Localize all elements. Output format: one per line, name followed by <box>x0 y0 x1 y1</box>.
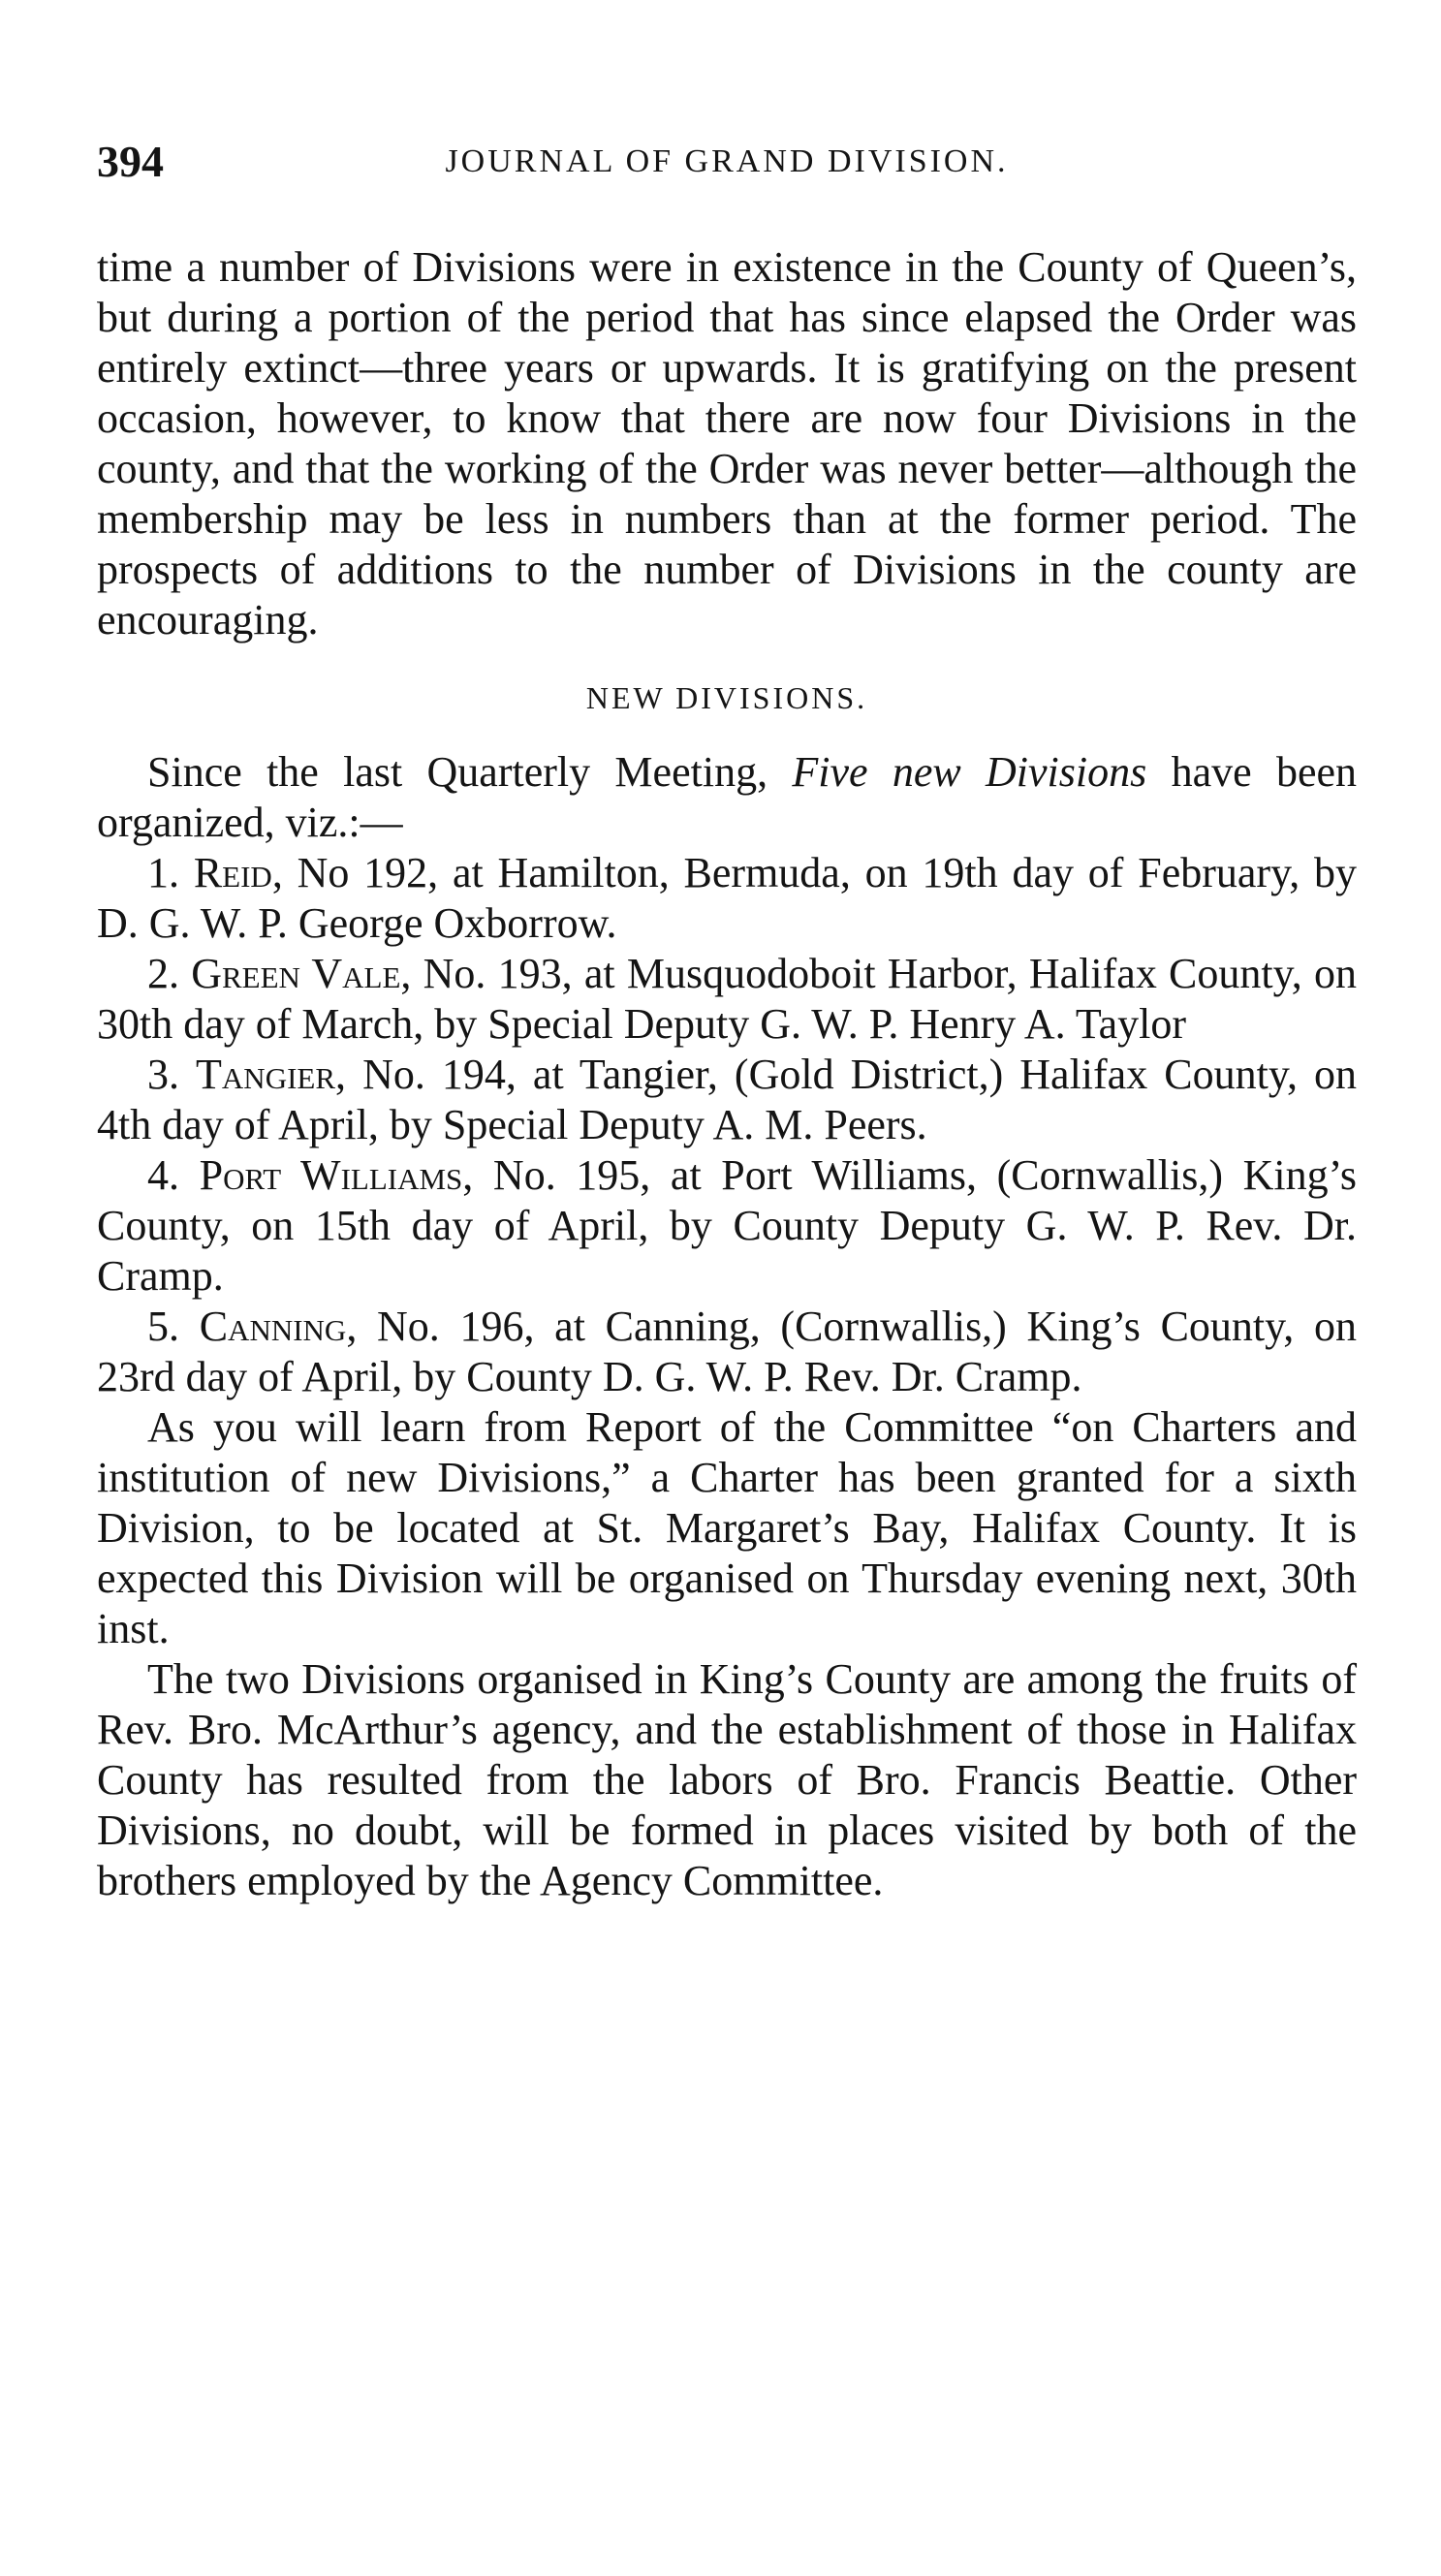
intro-paragraph: time a number of Divisions were in existence in the County of Queen’s, but during a portion of the period that has since elapsed the Order was entirely extinct—three years or upwards. It is gratifying on the present occasion, however, to know that there are now four Divisions in the county, and that the working of the Order was never better—although the membership may be less in numbers than at the former period. The prospects of additions to the number of Divisions in the county are encouraging. <box>97 243 1357 644</box>
fruits-paragraph: The two Divisions organised in King’s County are among the fruits of Rev. Bro. McArthur’s agency, and the establishment of those in Halifax County has resulted from the labors of Bro. Francis Beattie. Other Divisions, no doubt, will be formed in places visited by both of the brothers employed by the Agency Committee. <box>97 1655 1357 1904</box>
division-details: , No 192, at Hamilton, Bermuda, on 19th day of February, by D. G. W. P. George Oxborrow. <box>97 849 1358 947</box>
since-paragraph-start: Since the last Quarterly Meeting, <box>147 748 793 796</box>
section-heading: NEW DIVISIONS. <box>585 680 868 715</box>
division-number: 5. <box>147 1303 179 1350</box>
division-name: Canning <box>199 1303 347 1350</box>
division-entry-3 <box>97 1050 1357 1150</box>
page-number: 394 <box>97 137 164 186</box>
since-paragraph <box>97 747 1357 848</box>
running-head <box>97 136 1357 204</box>
division-number: 2. <box>147 950 179 997</box>
division-entry-2 <box>97 949 1357 1050</box>
since-paragraph-end: have been organized, viz.:— <box>97 748 1358 846</box>
journal-page <box>97 136 1357 1906</box>
division-name: Reid <box>193 849 272 896</box>
division-name: Port Williams <box>199 1151 463 1199</box>
charter-paragraph: As you will learn from Report of the Committee “on Charters and institution of new Divisions,” a Charter has been granted for a sixth Division, to be located at St. Margaret’s Bay, Halifax County. It is expected this Division will be organised on Thursday evening next, 30th inst. <box>97 1403 1357 1652</box>
division-entry-5 <box>97 1302 1357 1402</box>
running-title: JOURNAL OF GRAND DIVISION. <box>445 143 1009 179</box>
division-name: Green Vale <box>191 950 401 997</box>
division-number: 1. <box>147 849 179 896</box>
division-entry-4 <box>97 1150 1357 1302</box>
division-number: 4. <box>147 1151 179 1199</box>
division-number: 3. <box>147 1051 179 1098</box>
division-details: , No. 195, at Port Williams, (Cornwallis,) King’s County, on 15th day of April, by County Deputy G. W. P. Rev. Dr. Cramp. <box>97 1151 1357 1300</box>
division-details: , No. 193, at Musquodoboit Harbor, Halifax County, on 30th day of March, by Special Deputy G. W. P. Henry A. Taylor <box>97 950 1357 1048</box>
division-details: , No. 196, at Canning, (Cornwallis,) King’s County, on 23rd day of April, by County D. G. W. P. Rev. Dr. Cramp. <box>97 1303 1357 1400</box>
since-paragraph-emphasis: Five new Divisions <box>792 748 1147 796</box>
division-entry-1 <box>97 848 1357 949</box>
division-name: Tangier <box>196 1051 336 1098</box>
division-details: , No. 194, at Tangier, (Gold District,) Halifax County, on 4th day of April, by Special Deputy A. M. Peers. <box>97 1051 1358 1148</box>
